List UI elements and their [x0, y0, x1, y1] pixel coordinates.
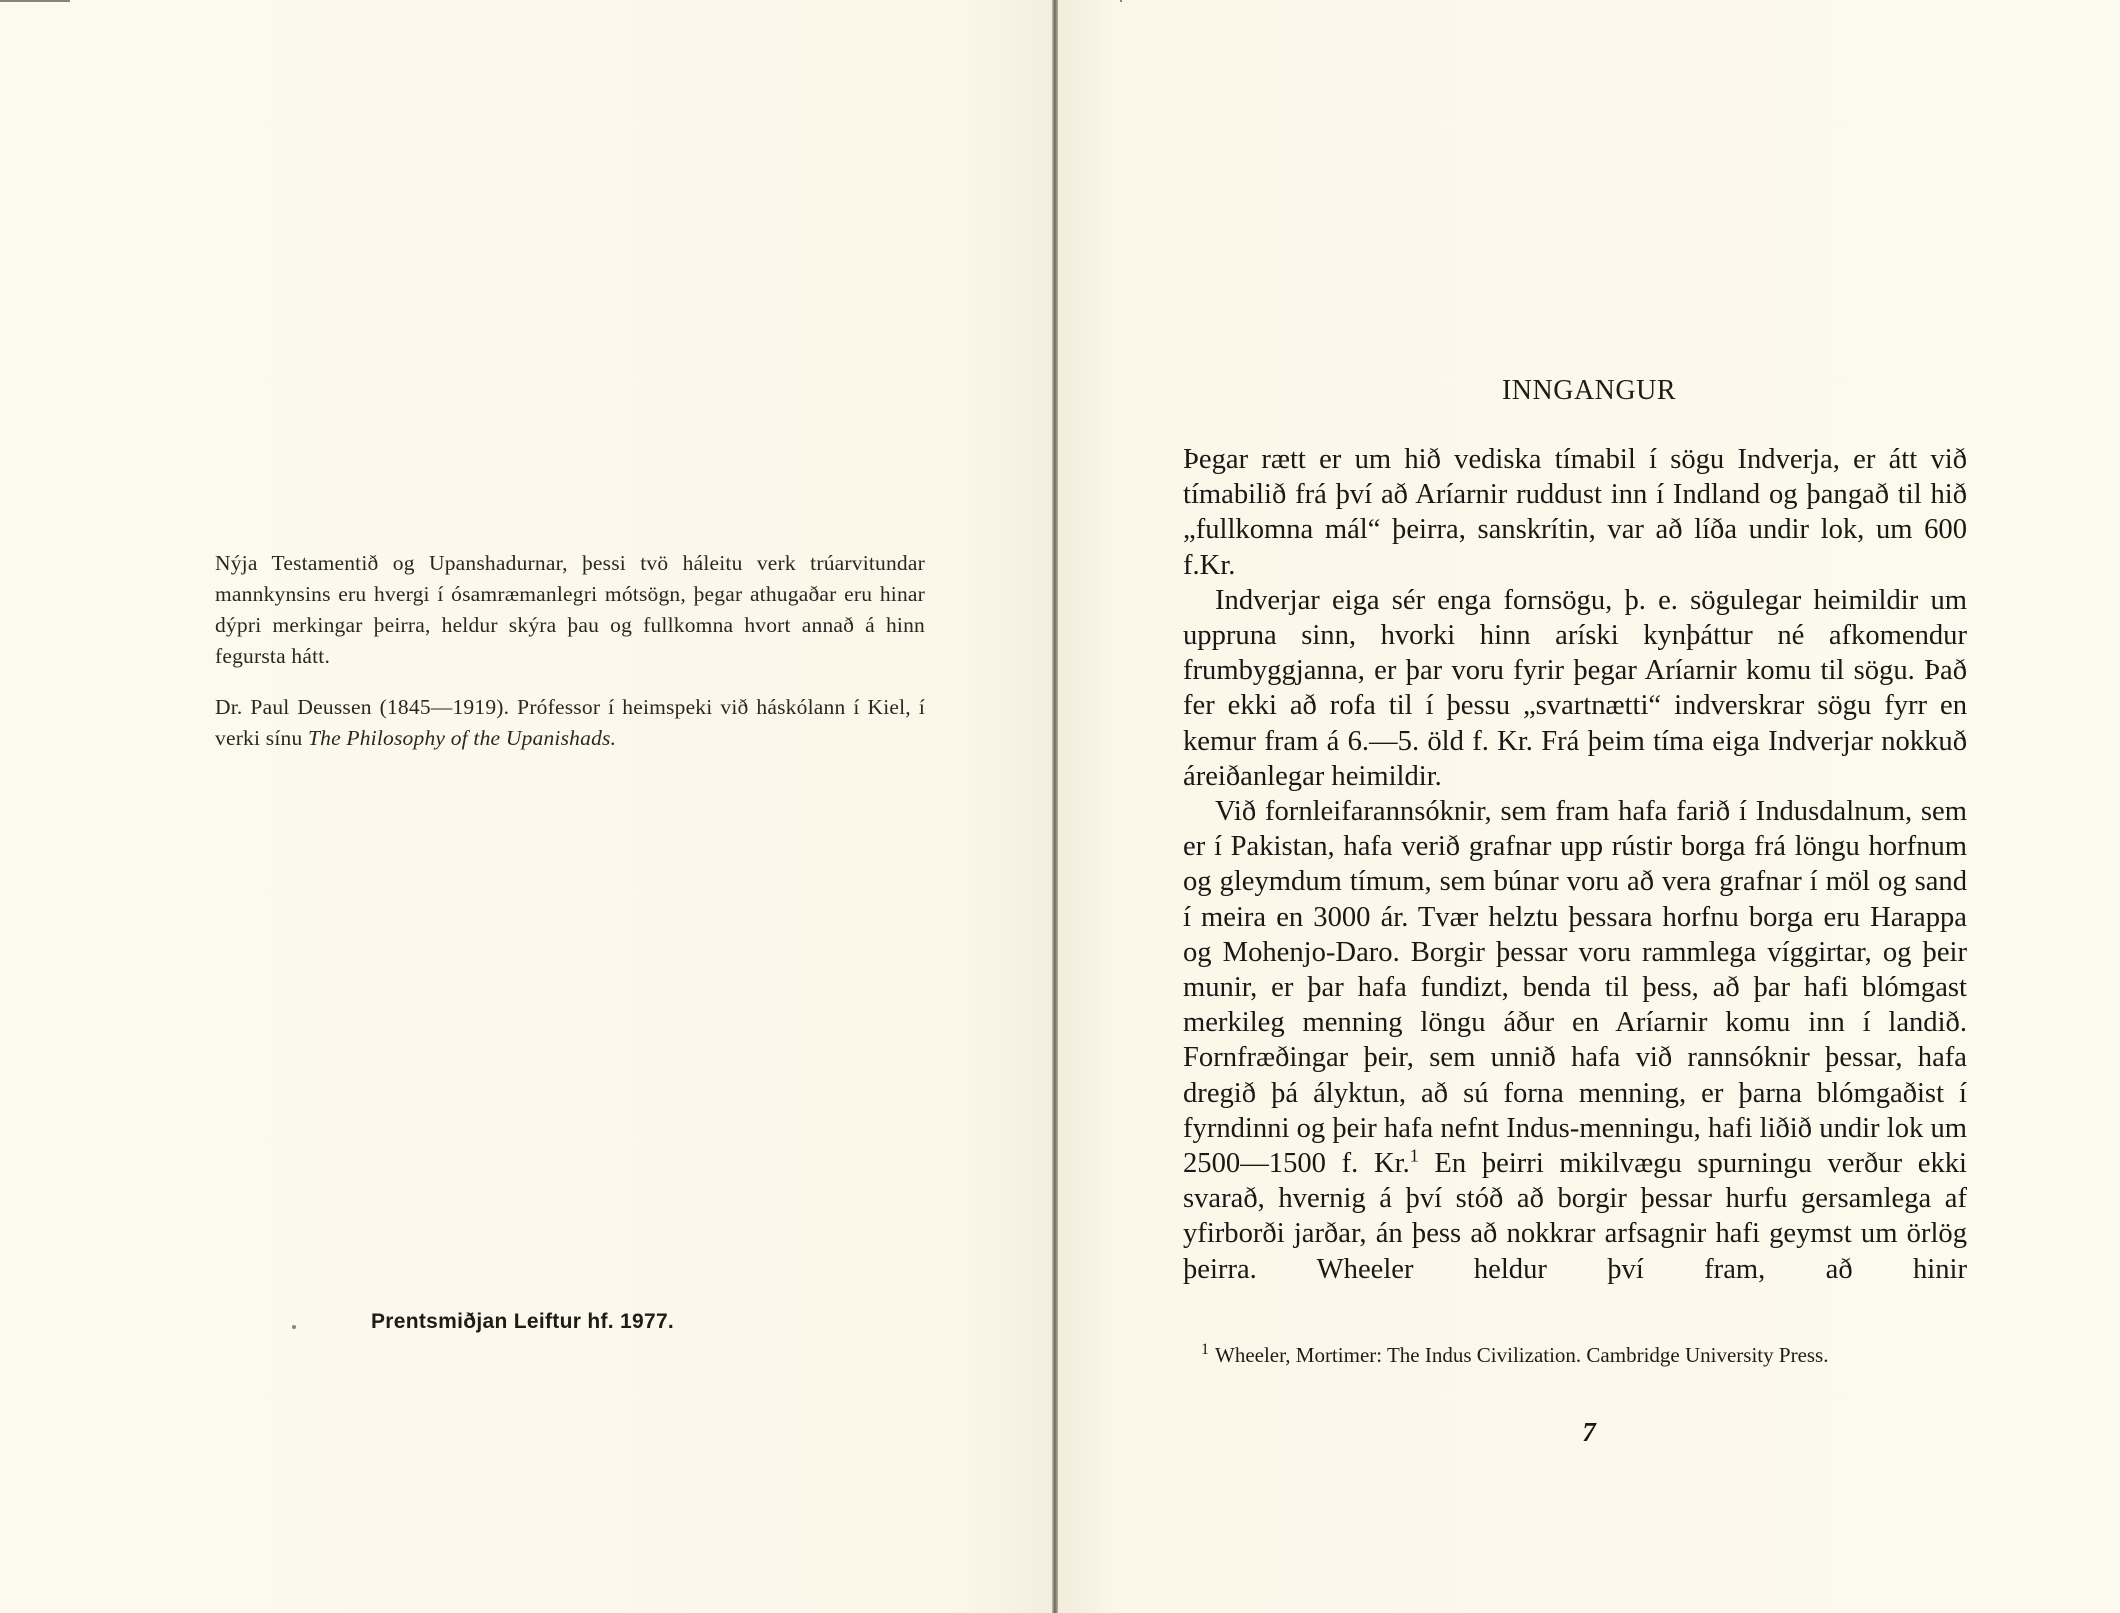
printer-imprint: Prentsmiðjan Leiftur hf. 1977.	[371, 1310, 675, 1333]
epigraph-text: Nýja Testamentið og Upanshadurnar, þessi tvö háleitu verk trúarvitundar mannkynsins eru hvergi í ósamræmanlegri mótsögn, þegar athugaðar eru hinar dýpri merkingar þeirra, heldur skýra þau og fullkomna hvort annað á hinn fegursta hátt.	[215, 551, 925, 668]
epigraph	[215, 548, 925, 754]
left-page	[0, 0, 1052, 1613]
top-edge-mark	[0, 0, 70, 2]
footnote	[1183, 1340, 1967, 1370]
paragraph-2: Indverjar eiga sér enga fornsögu, þ. e. sögulegar heimildir um uppruna sinn, hvorki hinn aríski kynþáttur né afkomendur frumbyggjanna, er þar voru fyrir þegar Aríarnir komu til sögu. Það fer ekki að rofa til í þessu „svartnætti“ indverskrar sögu fyrr en kemur fram á 6.—5. öld f. Kr. Frá þeim tíma eiga Indverjar nokkuð áreiðanlegar heimildir.	[1183, 584, 1967, 792]
body-text	[1183, 442, 1967, 1287]
page-number: 7	[1582, 1417, 1596, 1447]
paper-speck	[292, 1325, 296, 1329]
attribution-work-title: The Philosophy of the Upanishads.	[307, 726, 617, 750]
paragraph-3-part-1: Við fornleifarannsóknir, sem fram hafa farið í Indusdalnum, sem er í Pakistan, hafa verið grafnar upp rústir borga frá löngu horfnum og gleymdum tímum, sem búnar voru að vera grafnar í möl og sand í meira en 3000 ár. Tvær helztu þessara horfnu borga eru Harappa og Mohenjo-Daro. Borgir þessar voru rammlega víggirtar, og þeir munir, er þar hafa fundizt, benda til þess, að þar hafi blómgast merkileg menning löngu áður en Aríarnir komu inn í landið. Fornfræðingar þeir, sem unnið hafa við rannsóknir þessar, hafa dregið þá ályktun, að sú forna menning, er þarna blómgaðist í fyrndinni og þeir hafa nefnt Indus-menningu, hafi liðið undir lok um 2500—1500 f. Kr.	[1183, 796, 1967, 1180]
epigraph-attribution	[215, 692, 925, 754]
paragraph-3	[1183, 794, 1967, 1287]
footnote-reference[interactable]: 1	[1409, 1145, 1419, 1166]
paragraph-3-part-2: En þeirri mikilvægu spurningu verður ekki svarað, hvernig á því stóð að borgir þessar hurfu gersamlega af yfirborði jarðar, án þess að nokkrar arfsagnir hafi geymst um örlög þeirra. Wheeler heldur því fram, að hinir	[1183, 1148, 1968, 1285]
footnote-text: Wheeler, Mortimer: The Indus Civilization. Cambridge University Press.	[1215, 1343, 1829, 1367]
paragraph-1: Þegar rætt er um hið vediska tímabil í sögu Indverja, er átt við tímabilið frá því að Aríarnir ruddust inn í Indland og þangað til hið „fullkomna mál“ þeirra, sanskrítin, var að líða undir lok, um 600 f.Kr.	[1183, 444, 1967, 581]
chapter-title: INNGANGUR	[1501, 375, 1677, 406]
footnote-mark: 1	[1201, 1341, 1209, 1358]
attribution-text: Dr. Paul Deussen (1845—1919). Prófessor í heimspeki við háskólann í Kiel, í verki sínu	[215, 695, 925, 750]
top-edge-mark	[1120, 0, 1122, 2]
